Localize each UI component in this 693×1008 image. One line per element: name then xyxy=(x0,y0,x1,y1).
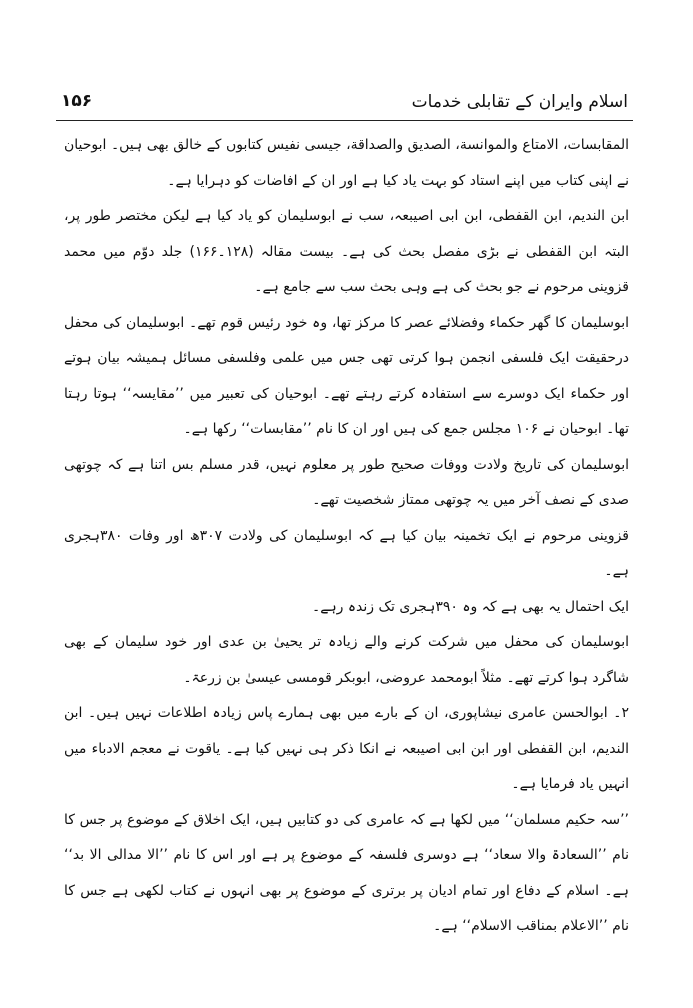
header-divider xyxy=(56,120,633,121)
paragraph: المقابسات، الامتاع والموانسة، الصدیق والصداقة، جیسی نفیس کتابوں کے خالق بھی ہیں۔ ابوحیان نے اپنی کتاب میں اپنے استاد کو بہت یاد کیا ہے اور ان کے افاضات کو دہرایا ہے۔ xyxy=(64,137,629,189)
page-number: ۱۵۶ xyxy=(61,91,93,111)
paragraph: ابوسلیمان کی محفل میں شرکت کرنے والے زیادہ تر یحییٰ بن عدی اور خود سلیمان کے بھی شاگرد ہوا کرتے تھے۔ مثلاً ابومحمد عروضی، ابوبکر قومسی عیسیٰ بن زرعۃ۔ xyxy=(64,634,629,686)
paragraph: ابوسلیمان کا گھر حکماء وفضلائے عصر کا مرکز تھا، وہ خود رئیس قوم تھے۔ ابوسلیمان کی محفل درحقیقت ایک فلسفی انجمن ہوا کرتی تھی جس میں علمی وفلسفی مسائل ہمیشہ بیان ہوتے اور حکماء ایک دوسرے سے استفادہ کرتے رہتے تھے۔ ابوحیان کی تعبیر میں ’’مقایسہ‘‘ ہوتا رہتا تھا۔ ابوحیان نے ۱۰۶ مجلس جمع کی ہیں اور ان کا نام ’’مقابسات‘‘ رکھا ہے۔ xyxy=(64,314,629,437)
paragraph: ابن الندیم، ابن القفطی، ابن ابی اصیبعہ، سب نے ابوسلیمان کو یاد کیا ہے لیکن مختصر طور پر، البتہ ابن القفطی نے بڑی مفصل بحث کی ہے۔ بیست مقالہ (۱۲۸۔۱۶۶) جلد دوّم میں محمد قزوینی مرحوم نے جو بحث کی ہے وہی بحث سب سے جامع ہے۔ xyxy=(64,208,629,295)
paragraph: ۲۔ ابوالحسن عامری نیشاپوری، ان کے بارے میں بھی ہمارے پاس زیادہ اطلاعات نہیں ہیں۔ ابن الندیم، ابن القفطی اور ابن ابی اصیبعہ نے انکا ذکر ہی نہیں کیا ہے۔ یاقوت نے معجم الادباء میں انہیں یاد فرمایا ہے۔ xyxy=(64,705,629,792)
paragraph: قزوینی مرحوم نے ایک تخمینہ بیان کیا ہے کہ ابوسلیمان کی ولادت ۳۰۷ھ اور وفات ۳۸۰ہجری ہے۔ xyxy=(64,527,629,579)
paragraph: ’’سہ حکیم مسلمان‘‘ میں لکھا ہے کہ عامری کی دو کتابیں ہیں، ایک اخلاق کے موضوع پر جس کا نام ’’السعادۃ والا سعاد‘‘ ہے دوسری فلسفہ کے موضوع پر ہے اور اس کا نام ’’الا مدالی الا بد‘‘ ہے۔ اسلام کے دفاع اور تمام ادیان پر برتری کے موضوع پر بھی انہوں نے کتاب لکھی ہے جس کا نام ’’الاعلام بمناقب الاسلام‘‘ ہے۔ xyxy=(64,811,629,934)
running-header-title: اسلام وایران کے تقابلی خدمات xyxy=(411,92,628,112)
paragraph: ایک احتمال یہ بھی ہے کہ وہ ۳۹۰ہجری تک زندہ رہے۔ xyxy=(312,598,629,615)
body-text xyxy=(64,128,629,945)
paragraph: ابوسلیمان کی تاریخ ولادت ووفات صحیح طور پر معلوم نہیں، قدر مسلم بس اتنا ہے کہ چوتھی صدی کے نصف آخر میں یہ چوتھی ممتاز شخصیت تھے۔ xyxy=(64,456,629,508)
